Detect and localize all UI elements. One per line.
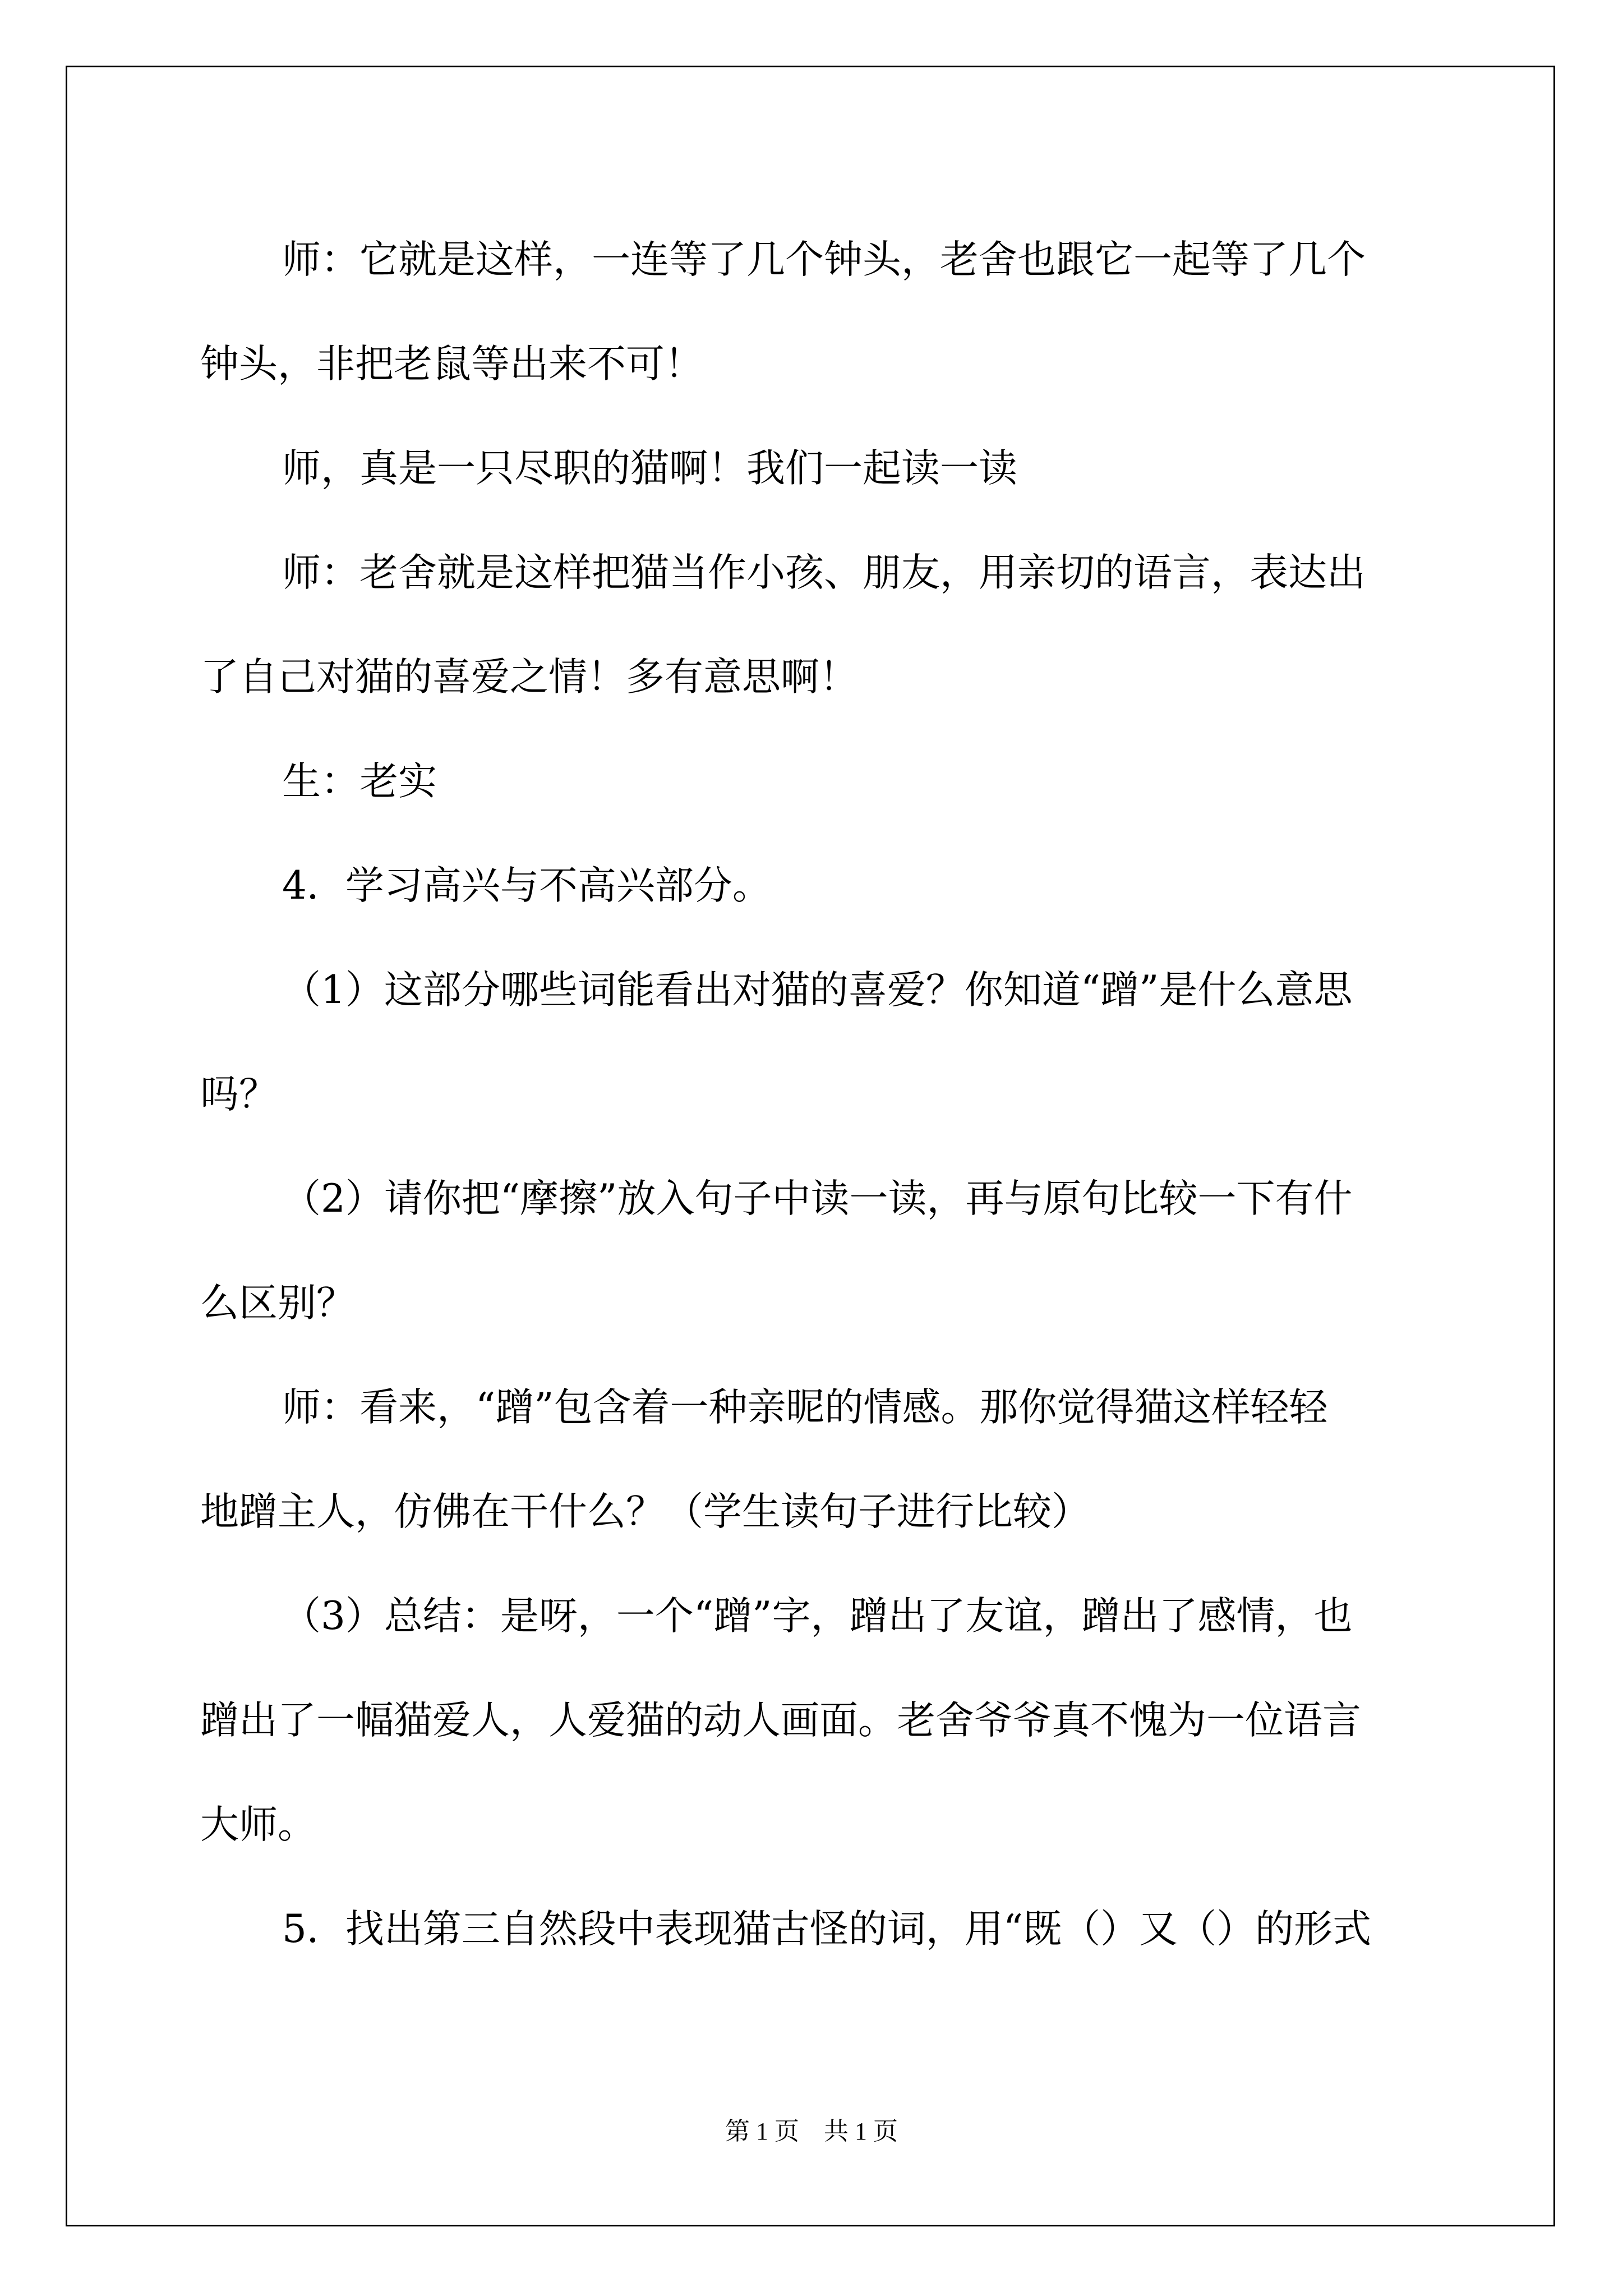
document-body	[200, 208, 1428, 1981]
text-line: 了自己对猫的喜爱之情！多有意思啊！	[200, 655, 858, 700]
text-line: 4．学习高兴与不高兴部分。	[282, 863, 771, 908]
text-block	[200, 208, 1428, 1981]
text-line: （3）总结：是呀，一个“蹭”字，蹭出了友谊，蹭出了感情，也	[282, 1594, 1353, 1639]
page-footer	[0, 2115, 1623, 2148]
text-line: 么区别？	[200, 1281, 355, 1326]
text-line: 蹭出了一幅猫爱人，人爱猫的动人画面。老舍爷爷真不愧为一位语言	[200, 1698, 1361, 1743]
text-line: 生：老实	[282, 759, 437, 804]
text-line: 吗？	[200, 1072, 278, 1117]
text-line: （1）这部分哪些词能看出对猫的喜爱？你知道“蹭”是什么意思	[282, 968, 1353, 1013]
text-line: 钟头，非把老鼠等出来不可！	[200, 342, 703, 386]
page-number-label: 第 1 页 共 1 页	[725, 2118, 898, 2145]
text-line: 地蹭主人，仿佛在干什么？（学生读句子进行比较）	[200, 1489, 1090, 1534]
text-line: 师：看来，“蹭”包含着一种亲昵的情感。那你觉得猫这样轻轻	[282, 1385, 1328, 1430]
text-line: 5．找出第三自然段中表现猫古怪的词，用“既（）又（）的形式	[282, 1907, 1372, 1952]
text-line: 师：它就是这样，一连等了几个钟头，老舍也跟它一起等了几个	[282, 237, 1366, 282]
text-line: 师：老舍就是这样把猫当作小孩、朋友，用亲切的语言，表达出	[282, 550, 1366, 595]
text-line: 大师。	[200, 1802, 316, 1847]
text-line: 师，真是一只尽职的猫啊！我们一起读一读	[282, 446, 1017, 491]
text-line: （2）请你把“摩擦”放入句子中读一读，再与原句比较一下有什	[282, 1176, 1353, 1221]
